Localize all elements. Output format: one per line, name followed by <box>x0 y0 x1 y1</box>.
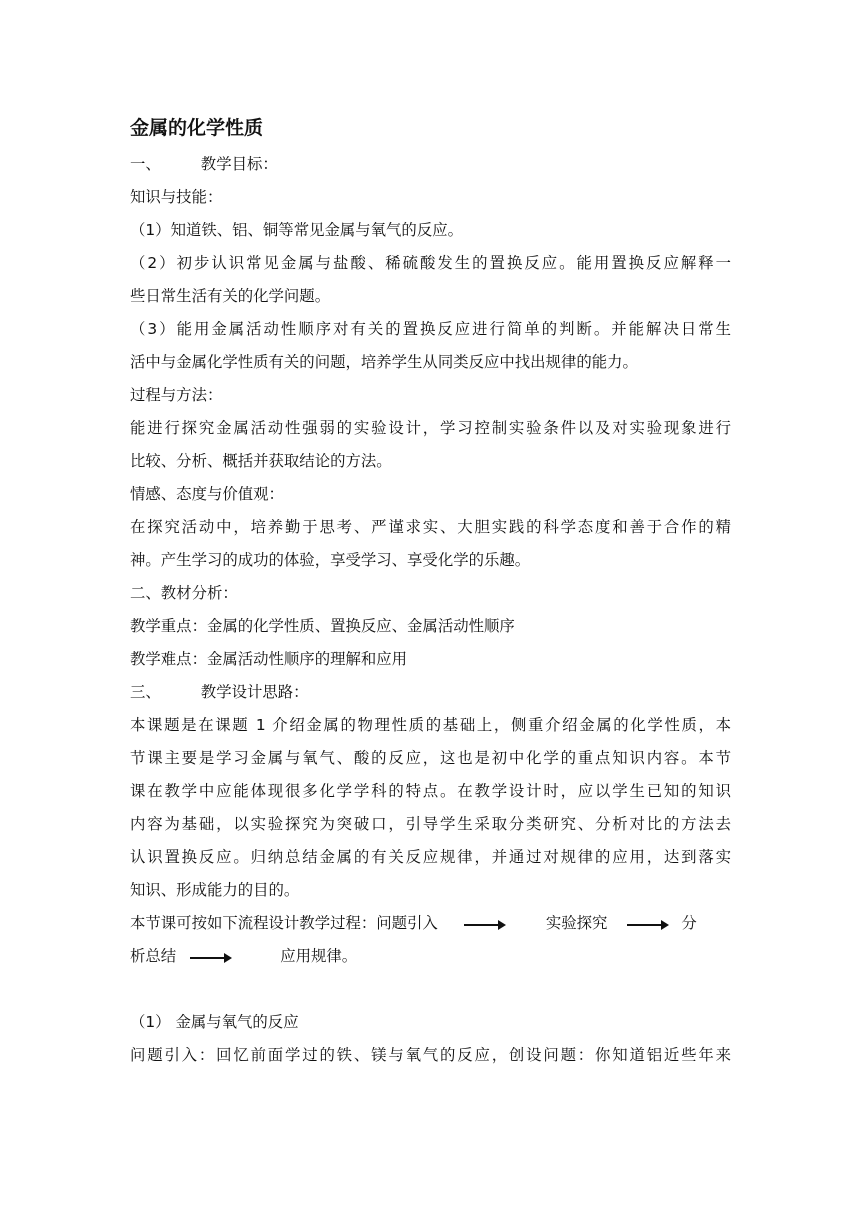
paragraph-line: 问题引入：回忆前面学过的铁、镁与氧气的反应，创设问题：你知道铝近些年来 <box>130 1046 731 1064</box>
paragraph-line: 些日常生活有关的化学问题。 <box>130 287 331 305</box>
right-arrow-icon <box>627 920 669 930</box>
paragraph-line: 活中与金属化学性质有关的问题，培养学生从同类反应中找出规律的能力。 <box>130 353 638 371</box>
paragraph-line: 神。产生学习的成功的体验，享受学习、享受化学的乐趣。 <box>130 551 531 569</box>
paragraph-line: 本课题是在课题 1 介绍金属的物理性质的基础上，侧重介绍金属的化学性质，本 <box>130 716 731 734</box>
section-heading-design <box>130 676 731 709</box>
paragraph-line: 能进行探究金属活动性强弱的实验设计，学习控制实验条件以及对实验现象进行 <box>130 419 731 437</box>
paragraph-line: 节课主要是学习金属与氧气、酸的反应，这也是初中化学的重点知识内容。本节 <box>130 749 731 767</box>
paragraph-line: 认识置换反应。归纳总结金属的有关反应规律，并通过对规律的应用，达到落实 <box>130 848 731 866</box>
right-arrow-icon <box>190 953 232 963</box>
subheading-process: 过程与方法： <box>130 386 223 404</box>
flow-step-analysis-start: 分 <box>681 914 697 932</box>
blank-line <box>130 973 731 1006</box>
flow-step-experiment: 实验探究 <box>545 914 608 932</box>
right-arrow-icon <box>464 920 506 930</box>
teaching-focus: 教学重点：金属的化学性质、置换反应、金属活动性顺序 <box>130 617 515 635</box>
paragraph-line: （2）初步认识常见金属与盐酸、稀硫酸发生的置换反应。能用置换反应解释一 <box>130 254 731 272</box>
flow-line <box>130 907 731 940</box>
paragraph-line: 比较、分析、概括并获取结论的方法。 <box>130 452 392 470</box>
section-title: 教学设计思路： <box>200 683 309 701</box>
paragraph-line: 内容为基础，以实验探究为突破口，引导学生采取分类研究、分析对比的方法去 <box>130 815 731 833</box>
paragraph-line: 知识、形成能力的目的。 <box>130 881 300 899</box>
section-heading-objectives <box>130 148 731 181</box>
paragraph-line: 在探究活动中，培养勤于思考、严谨求实、大胆实践的科学态度和善于合作的精 <box>130 518 731 536</box>
section-heading-materials: 二、教材分析： <box>130 584 238 602</box>
flow-line <box>130 940 731 973</box>
subheading-knowledge: 知识与技能： <box>130 188 223 206</box>
document-title: 金属的化学性质 <box>130 117 264 139</box>
section-number: 三、 <box>130 683 161 701</box>
subheading-emotion: 情感、态度与价值观： <box>130 485 284 503</box>
section-title: 教学目标： <box>200 155 278 173</box>
subsection-heading: （1） 金属与氧气的反应 <box>130 1013 299 1031</box>
section-number: 一、 <box>130 155 161 173</box>
document-page <box>130 108 731 1072</box>
teaching-difficulty: 教学难点：金属活动性顺序的理解和应用 <box>130 650 408 668</box>
flow-step-analysis-end: 析总结 <box>130 947 177 965</box>
flow-step-apply: 应用规律。 <box>280 947 358 965</box>
paragraph-line: （3）能用金属活动性顺序对有关的置换反应进行简单的判断。并能解决日常生 <box>130 320 731 338</box>
paragraph-line: （1）知道铁、铝、铜等常见金属与氧气的反应。 <box>130 221 463 239</box>
flow-intro: 本节课可按如下流程设计教学过程：问题引入 <box>130 914 438 932</box>
paragraph-line: 课在教学中应能体现很多化学学科的特点。在教学设计时，应以学生已知的知识 <box>130 782 731 800</box>
